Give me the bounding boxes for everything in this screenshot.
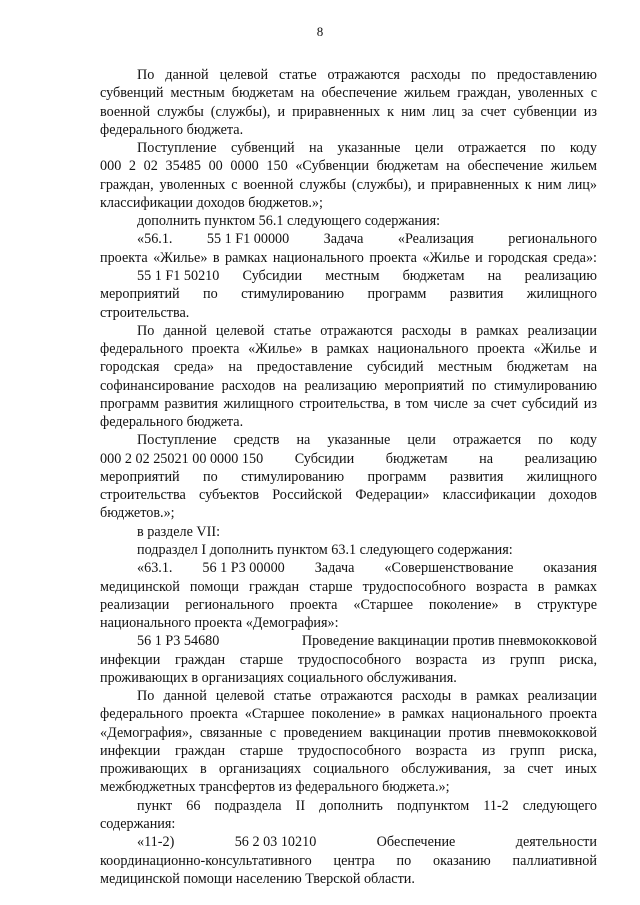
line-part: бюджетам: [385, 450, 448, 467]
budget-code-line: [100, 450, 597, 468]
text-line: содержания:: [100, 815, 176, 832]
line-part: 55 1 F1 50210: [137, 267, 220, 284]
text-line: инфекции граждан старше трудоспособного возраста из групп риска,: [100, 742, 597, 759]
line-part: регионального: [508, 231, 597, 248]
budget-code-line: [137, 632, 597, 650]
text-line: субвенций местным бюджетам на обеспечение жильем граждан, уволенных с: [100, 85, 597, 102]
budget-code-line: [137, 559, 597, 577]
text-line: По данной целевой статье отражаются расходы по предоставлению: [137, 67, 597, 83]
text-line: Поступление средств на указанные цели отражается по коду: [137, 432, 597, 449]
text-line: проекта «Жилье» в рамках национального проекта «Жилье и городская среда»:: [100, 249, 597, 266]
text-line: межбюджетных трансфертов из федерального бюджета.»;: [100, 779, 450, 796]
line-part: реализацию: [524, 450, 597, 467]
text-line: «Демография», связанные с проведением вакцинации против пневмококковой: [100, 724, 597, 741]
line-part: 56 1 P3 54680: [137, 633, 220, 650]
text-line: федерального проекта «Жилье» в рамках национального проекта «Жилье и: [100, 341, 597, 357]
text-line: медицинской помощи населению Тверской области.: [100, 870, 415, 887]
text-line: медицинской помощи граждан старше трудоспособного возраста в рамках: [100, 578, 597, 595]
line-part: на: [479, 450, 494, 467]
text-line: военной службы (службы), и приравненных к ним лиц за счет субвенции из: [100, 103, 597, 120]
text-line: строительства.: [100, 304, 190, 321]
text-line: реализации регионального проекта «Старшее поколение» в структуре: [100, 596, 597, 613]
text-line: мероприятий по стимулированию программ развития жилищного: [100, 286, 597, 303]
text-line: подраздел I дополнить пунктом 63.1 следующего содержания:: [137, 541, 513, 558]
line-part: деятельности: [515, 834, 597, 851]
line-part: бюджетам: [402, 267, 465, 284]
page-number: 8: [316, 24, 324, 39]
line-part: Задача: [314, 560, 355, 577]
text-line: граждан, уволенных с военной службы (службы), и приравненных к ним лиц»: [100, 176, 597, 193]
line-part: Субсидии: [294, 450, 355, 467]
line-part: оказания: [543, 560, 597, 577]
line-part: 000 2 02 25021 00 0000 150: [100, 450, 264, 467]
budget-code-line: [137, 267, 597, 285]
text-line: классификации доходов бюджетов.»;: [100, 194, 323, 211]
text-line: инфекции граждан старше трудоспособного возраста из групп риска,: [100, 651, 597, 668]
text-line: Поступление субвенций на указанные цели отражается по коду: [137, 140, 597, 157]
text-line: софинансирование расходов на реализацию мероприятий по стимулированию: [100, 377, 597, 394]
line-part: реализацию: [524, 267, 597, 284]
text-line: пункт 66 подраздела II дополнить подпунктом 11-2 следующего: [137, 797, 597, 814]
budget-code-line: [137, 833, 597, 851]
text-line: По данной целевой статье отражаются расходы в рамках реализации: [137, 322, 597, 339]
text-line: федерального бюджета.: [100, 121, 244, 138]
line-part: на: [487, 267, 502, 284]
text-line: строительства субъектов Российской Федерации» классификации доходов: [100, 487, 597, 504]
line-part: «Реализация: [397, 231, 474, 248]
budget-code-line: [137, 230, 597, 248]
text-line: координационно-консультативного центра по оказанию паллиативной: [100, 852, 597, 869]
text-line: бюджетов.»;: [100, 505, 175, 522]
line-part: 56 2 03 10210: [234, 834, 317, 851]
text-line: городская среда» на предоставление субсидий местным бюджетам на: [100, 359, 597, 376]
text-line: проживающих в организациях социального обслуживания.: [100, 669, 457, 686]
line-part: «Совершенствование: [384, 560, 514, 577]
text-line: федерального проекта «Старшее поколение» в рамках национального проекта: [100, 706, 597, 723]
line-part: «56.1.: [137, 231, 173, 248]
line-part: местным: [325, 267, 380, 284]
text-line: федерального бюджета.: [100, 414, 244, 431]
line-part: Проведение вакцинации против пневмококковой: [301, 633, 597, 650]
text-line: дополнить пунктом 56.1 следующего содержания:: [137, 213, 441, 230]
line-part: Обеспечение: [376, 834, 456, 851]
line-part: 55 1 F1 00000: [206, 231, 290, 248]
text-line: мероприятий по стимулированию программ развития жилищного: [100, 468, 597, 485]
text-line: проживающих в организациях социального обслуживания, за счет иных: [100, 761, 597, 778]
line-part: «11-2): [137, 834, 175, 851]
text-line: национального проекта «Демография»:: [100, 615, 339, 631]
text-line: в разделе VII:: [137, 523, 221, 540]
text-line: программ развития жилищного строительства, в том числе за счет субсидий из: [100, 395, 597, 412]
line-part: Задача: [323, 231, 364, 248]
text-line: По данной целевой статье отражаются расходы в рамках реализации: [137, 688, 597, 705]
text-line: 000 2 02 35485 00 0000 150 «Субвенции бюджетам на обеспечение жильем: [100, 158, 597, 175]
line-part: Субсидии: [242, 267, 303, 284]
line-part: «63.1.: [137, 560, 173, 577]
line-part: 56 1 P3 00000: [202, 560, 285, 577]
